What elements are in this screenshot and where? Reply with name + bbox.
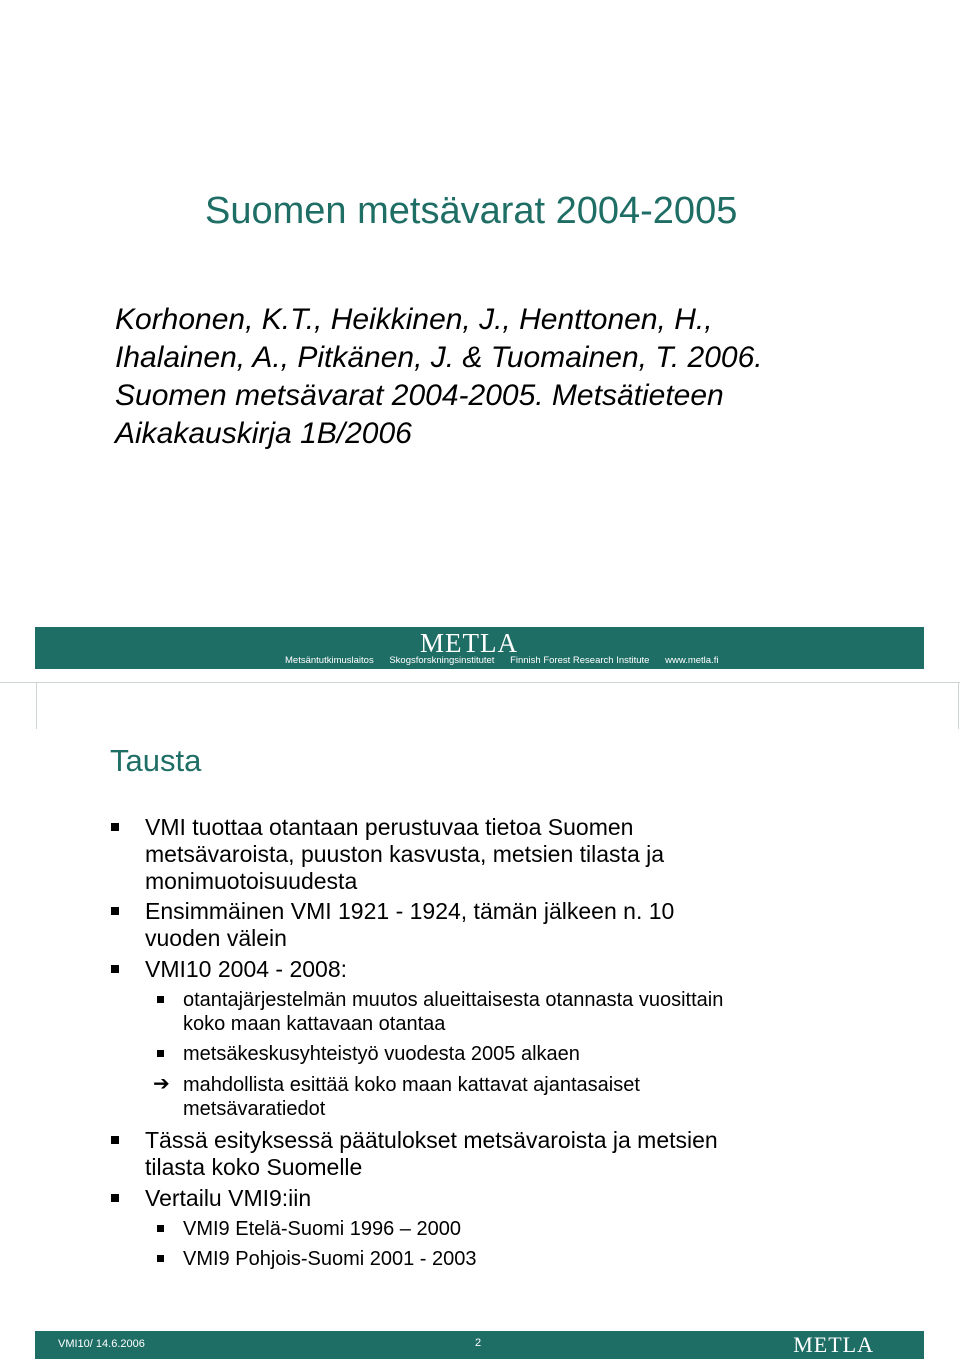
bullet-square-icon — [157, 1225, 164, 1232]
bullet-square-icon — [111, 823, 119, 831]
citation-line: Aikakauskirja 1B/2006 — [115, 417, 412, 450]
bullet-item: Tässä esityksessä päätulokset metsävaroista ja metsien tilasta koko Suomelle — [145, 1127, 718, 1181]
bullet-square-icon — [157, 996, 164, 1003]
bullet-square-icon — [111, 965, 119, 973]
slide-footer — [35, 1331, 924, 1359]
bullet-square-icon — [111, 1136, 119, 1144]
bullet-item: Vertailu VMI9:iin — [145, 1185, 311, 1212]
metla-logo: METLA — [793, 1332, 874, 1357]
sub-bullet-item: metsäkeskusyhteistyö vuodesta 2005 alkaen — [183, 1042, 580, 1066]
slide-separator — [0, 682, 960, 683]
footer-date: VMI10/ 14.6.2006 — [58, 1338, 145, 1350]
tagline-swedish: Skogsforskningsinstitutet — [389, 655, 495, 666]
bullet-square-icon — [157, 1255, 164, 1262]
slide-title: Tausta — [110, 743, 202, 778]
bullet-square-icon — [111, 1194, 119, 1202]
citation-line: Suomen metsävarat 2004-2005. Metsätieteen — [115, 379, 724, 412]
tagline-english: Finnish Forest Research Institute — [510, 655, 650, 666]
arrow-item: ➔ mahdollista esittää koko maan kattavat ajantasaiset metsävaratiedot — [153, 1073, 640, 1120]
tagline-url: www.metla.fi — [665, 655, 719, 666]
bullet-item: VMI10 2004 - 2008: — [145, 956, 347, 983]
citation-line: Ihalainen, A., Pitkänen, J. & Tuomainen, T. 2006. — [115, 341, 763, 374]
sub-bullet-item: otantajärjestelmän muutos alueittaisesta otannasta vuosittain koko maan kattavaan otantaa — [183, 988, 723, 1036]
bullet-item: Ensimmäinen VMI 1921 - 1924, tämän jälkeen n. 10 vuoden välein — [145, 898, 674, 952]
arrow-right-icon: ➔ — [153, 1073, 170, 1095]
citation — [115, 301, 763, 453]
citation-line: Korhonen, K.T., Heikkinen, J., Henttonen, H., — [115, 303, 713, 336]
sub-bullet-item: VMI9 Pohjois-Suomi 2001 - 2003 — [183, 1247, 477, 1271]
metla-banner — [35, 627, 924, 669]
bullet-item: VMI tuottaa otantaan perustuvaa tietoa Suomen metsävaroista, puuston kasvusta, metsien tilasta ja monimuotoisuudesta — [145, 814, 664, 895]
bullet-square-icon — [157, 1050, 164, 1057]
banner-tagline — [285, 655, 731, 666]
tagline-finnish: Metsäntutkimuslaitos — [285, 655, 374, 666]
slide-title: Suomen metsävarat 2004-2005 — [205, 190, 738, 232]
metla-logo: METLA — [420, 628, 518, 658]
sub-bullet-item: VMI9 Etelä-Suomi 1996 – 2000 — [183, 1217, 461, 1241]
page-number: 2 — [475, 1337, 482, 1349]
bullet-square-icon — [111, 907, 119, 915]
slide-1 — [0, 0, 960, 680]
